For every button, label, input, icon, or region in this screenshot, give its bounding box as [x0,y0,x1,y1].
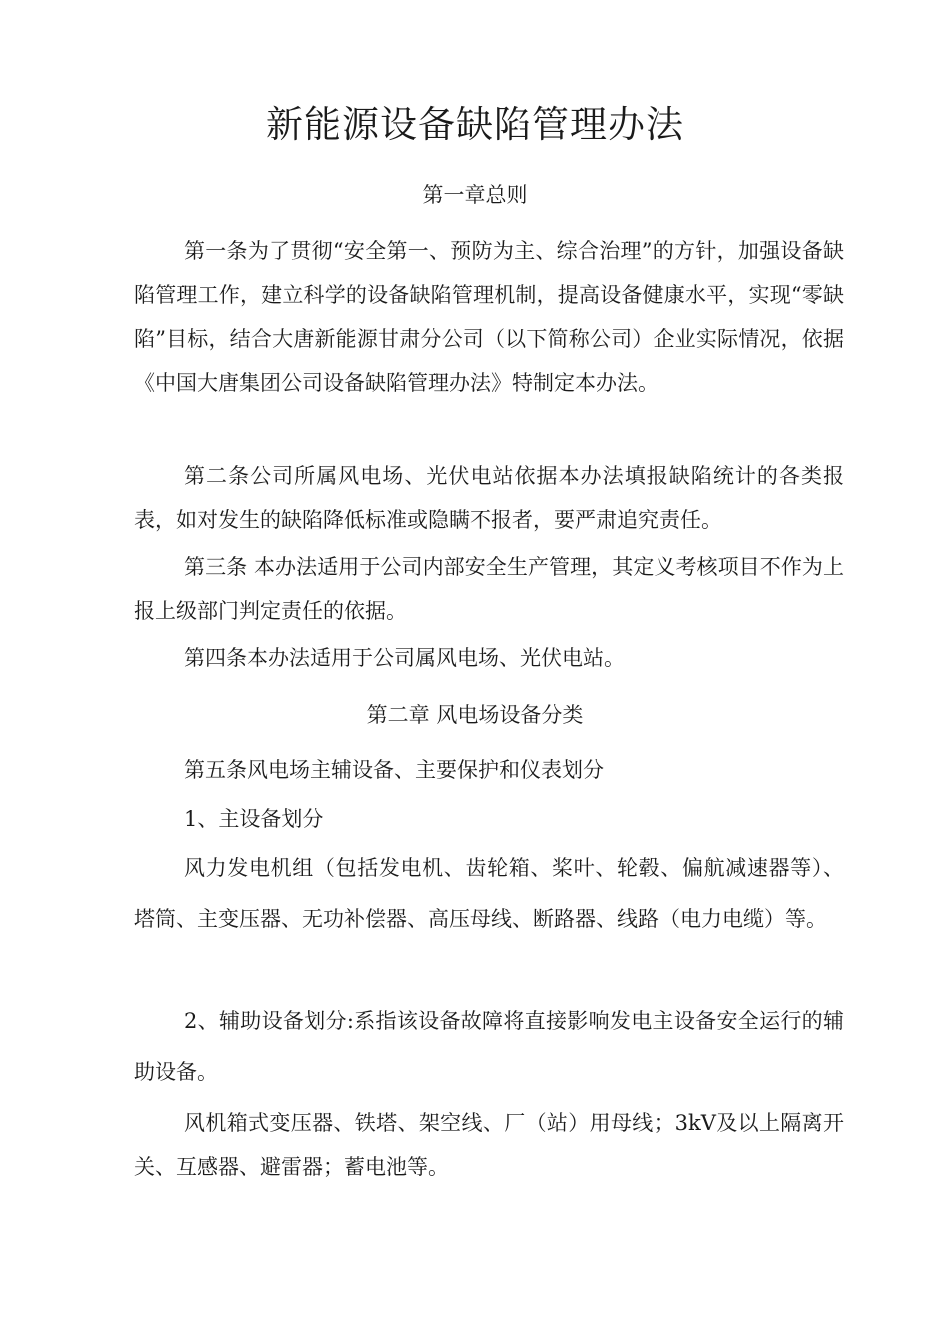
item-1-heading: 1、主设备划分 [184,807,324,831]
article-1: 第一条为了贯彻“安全第一、预防为主、综合治理”的方针，加强设备缺陷管理工作，建立科学的设备缺陷管理机制，提高设备健康水平，实现“零缺陷”目标，结合大唐新能源甘肃分公司（以下简称公司）企业实际情况，依据《中国大唐集团公司设备缺陷管理办法》特制定本办法。 [134,239,844,395]
chapter-heading-2: 第二章 风电场设备分类 [366,703,584,727]
article-4: 第四条本办法适用于公司属风电场、光伏电站。 [184,646,625,670]
article-5: 第五条风电场主辅设备、主要保护和仪表划分 [184,758,604,782]
article-3: 第三条 本办法适用于公司内部安全生产管理，其定义考核项目不作为上报上级部门判定责任的依据。 [134,555,844,623]
article-2: 第二条公司所属风电场、光伏电站依据本办法填报缺陷统计的各类报表，如对发生的缺陷降低标准或隐瞒不报者，要严肃追究责任。 [134,464,844,532]
chapter-heading-1: 第一章总则 [422,183,528,207]
item-2-body: 2、辅助设备划分:系指该设备故障将直接影响发电主设备安全运行的辅助设备。 [134,1009,844,1084]
item-2-list: 风机箱式变压器、铁塔、架空线、厂（站）用母线；3kV及以上隔离开关、互感器、避雷器；蓄电池等。 [134,1111,844,1179]
item-1-body: 风力发电机组（包括发电机、齿轮箱、桨叶、轮毂、偏航减速器等）、塔筒、主变压器、无功补偿器、高压母线、断路器、线路（电力电缆）等。 [134,856,844,931]
document-title: 新能源设备缺陷管理办法 [266,103,684,146]
